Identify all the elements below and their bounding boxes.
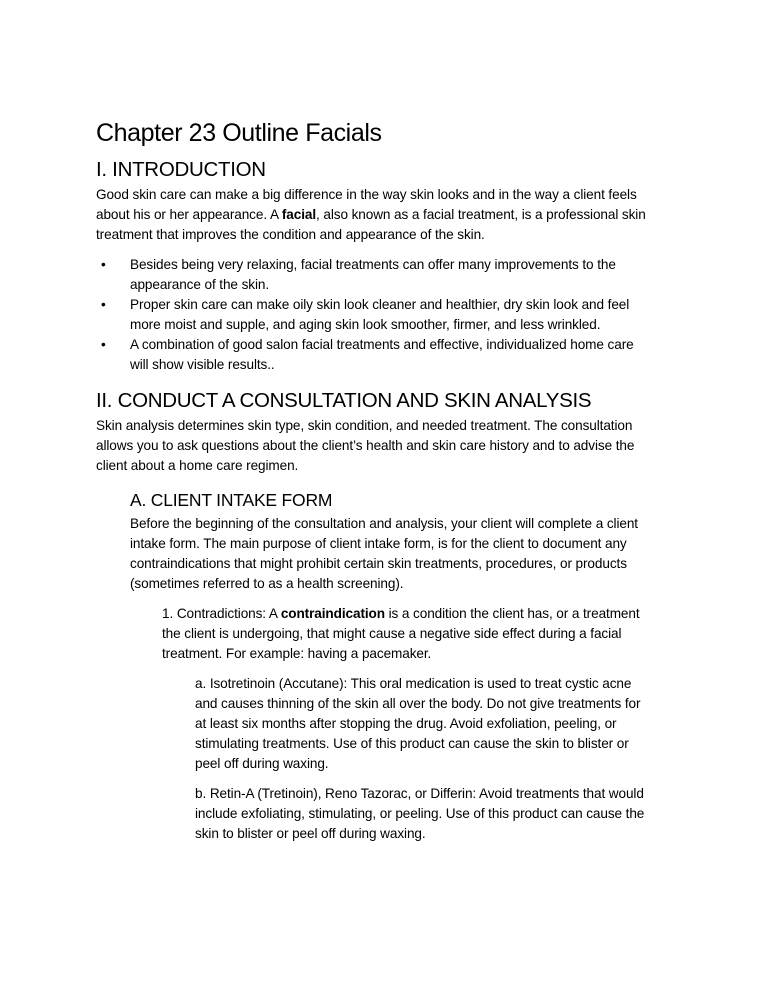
subsection-heading-intake-form: A. CLIENT INTAKE FORM: [130, 490, 333, 510]
bullet-text: Proper skin care can make oily skin look cleaner and healthier, dry skin look and feel more moist and supple, and aging skin look smoother, firmer, and less wrinkled.: [130, 297, 630, 332]
item-retin-a: b. Retin-A (Tretinoin), Reno Tazorac, or Differin: Avoid treatments that would include exfoliating, stimulating, or peeling. Use of this product can cause the skin to blister or peel off during waxing.: [195, 786, 645, 841]
item-contraindications: [162, 604, 642, 664]
intro-bullets: [96, 255, 641, 375]
section-heading-introduction: I. INTRODUCTION: [96, 158, 266, 181]
bullet-text: Besides being very relaxing, facial treatments can offer many improvements to the appearance of the skin.: [130, 257, 616, 292]
bullet-icon: •: [101, 337, 106, 352]
item-text-cont: is a condition the client has, or a treatment the client is undergoing, that might cause a negative side effect during a facial treatment. For example: having a pacemaker.: [162, 606, 640, 661]
document-title: Chapter 23 Outline Facials: [96, 119, 382, 147]
subsection-client-intake: [130, 490, 660, 594]
bullet-icon: •: [101, 257, 106, 272]
term-facial: facial: [281, 207, 317, 222]
bullet-item: [96, 255, 641, 295]
intake-paragraph: Before the beginning of the consultation and analysis, your client will complete a client intake form. The main purpose of client intake form, is for the client to document any contraindications that might prohibit certain skin treatments, procedures, or products (sometimes referred to as a health screening).: [130, 516, 638, 591]
bullet-item: [96, 295, 641, 335]
item-isotretinoin: a. Isotretinoin (Accutane): This oral medication is used to treat cystic acne and causes thinning of the skin all over the body. Do not give treatments for at least six months after stopping the drug. Avoid exfoliation, peeling, or stimulating treatments. Use of this product can cause the skin to blister or peel off during waxing.: [195, 676, 641, 771]
document-page: [96, 119, 676, 854]
bullet-icon: •: [101, 297, 106, 312]
item-text: 1. Contradictions: A: [162, 606, 281, 621]
bullet-text: A combination of good salon facial treatments and effective, individualized home care will show visible results..: [130, 337, 634, 372]
intro-paragraph: [96, 185, 656, 245]
section-heading-consultation: II. CONDUCT A CONSULTATION AND SKIN ANALYSIS: [96, 389, 592, 412]
consultation-paragraph: Skin analysis determines skin type, skin condition, and needed treatment. The consultation allows you to ask questions about the client’s health and skin care history and to advise the client about a home care regimen.: [96, 418, 635, 473]
intro-text-cont: , also known as a facial treatment, is a professional skin treatment that improves the condition and appearance of the skin.: [96, 207, 646, 242]
bullet-item: [96, 335, 641, 375]
intro-text: Good skin care can make a big difference in the way skin looks and in the way a client feels about his or her appearance. A: [96, 187, 637, 222]
term-contraindication: contraindication: [280, 606, 385, 621]
